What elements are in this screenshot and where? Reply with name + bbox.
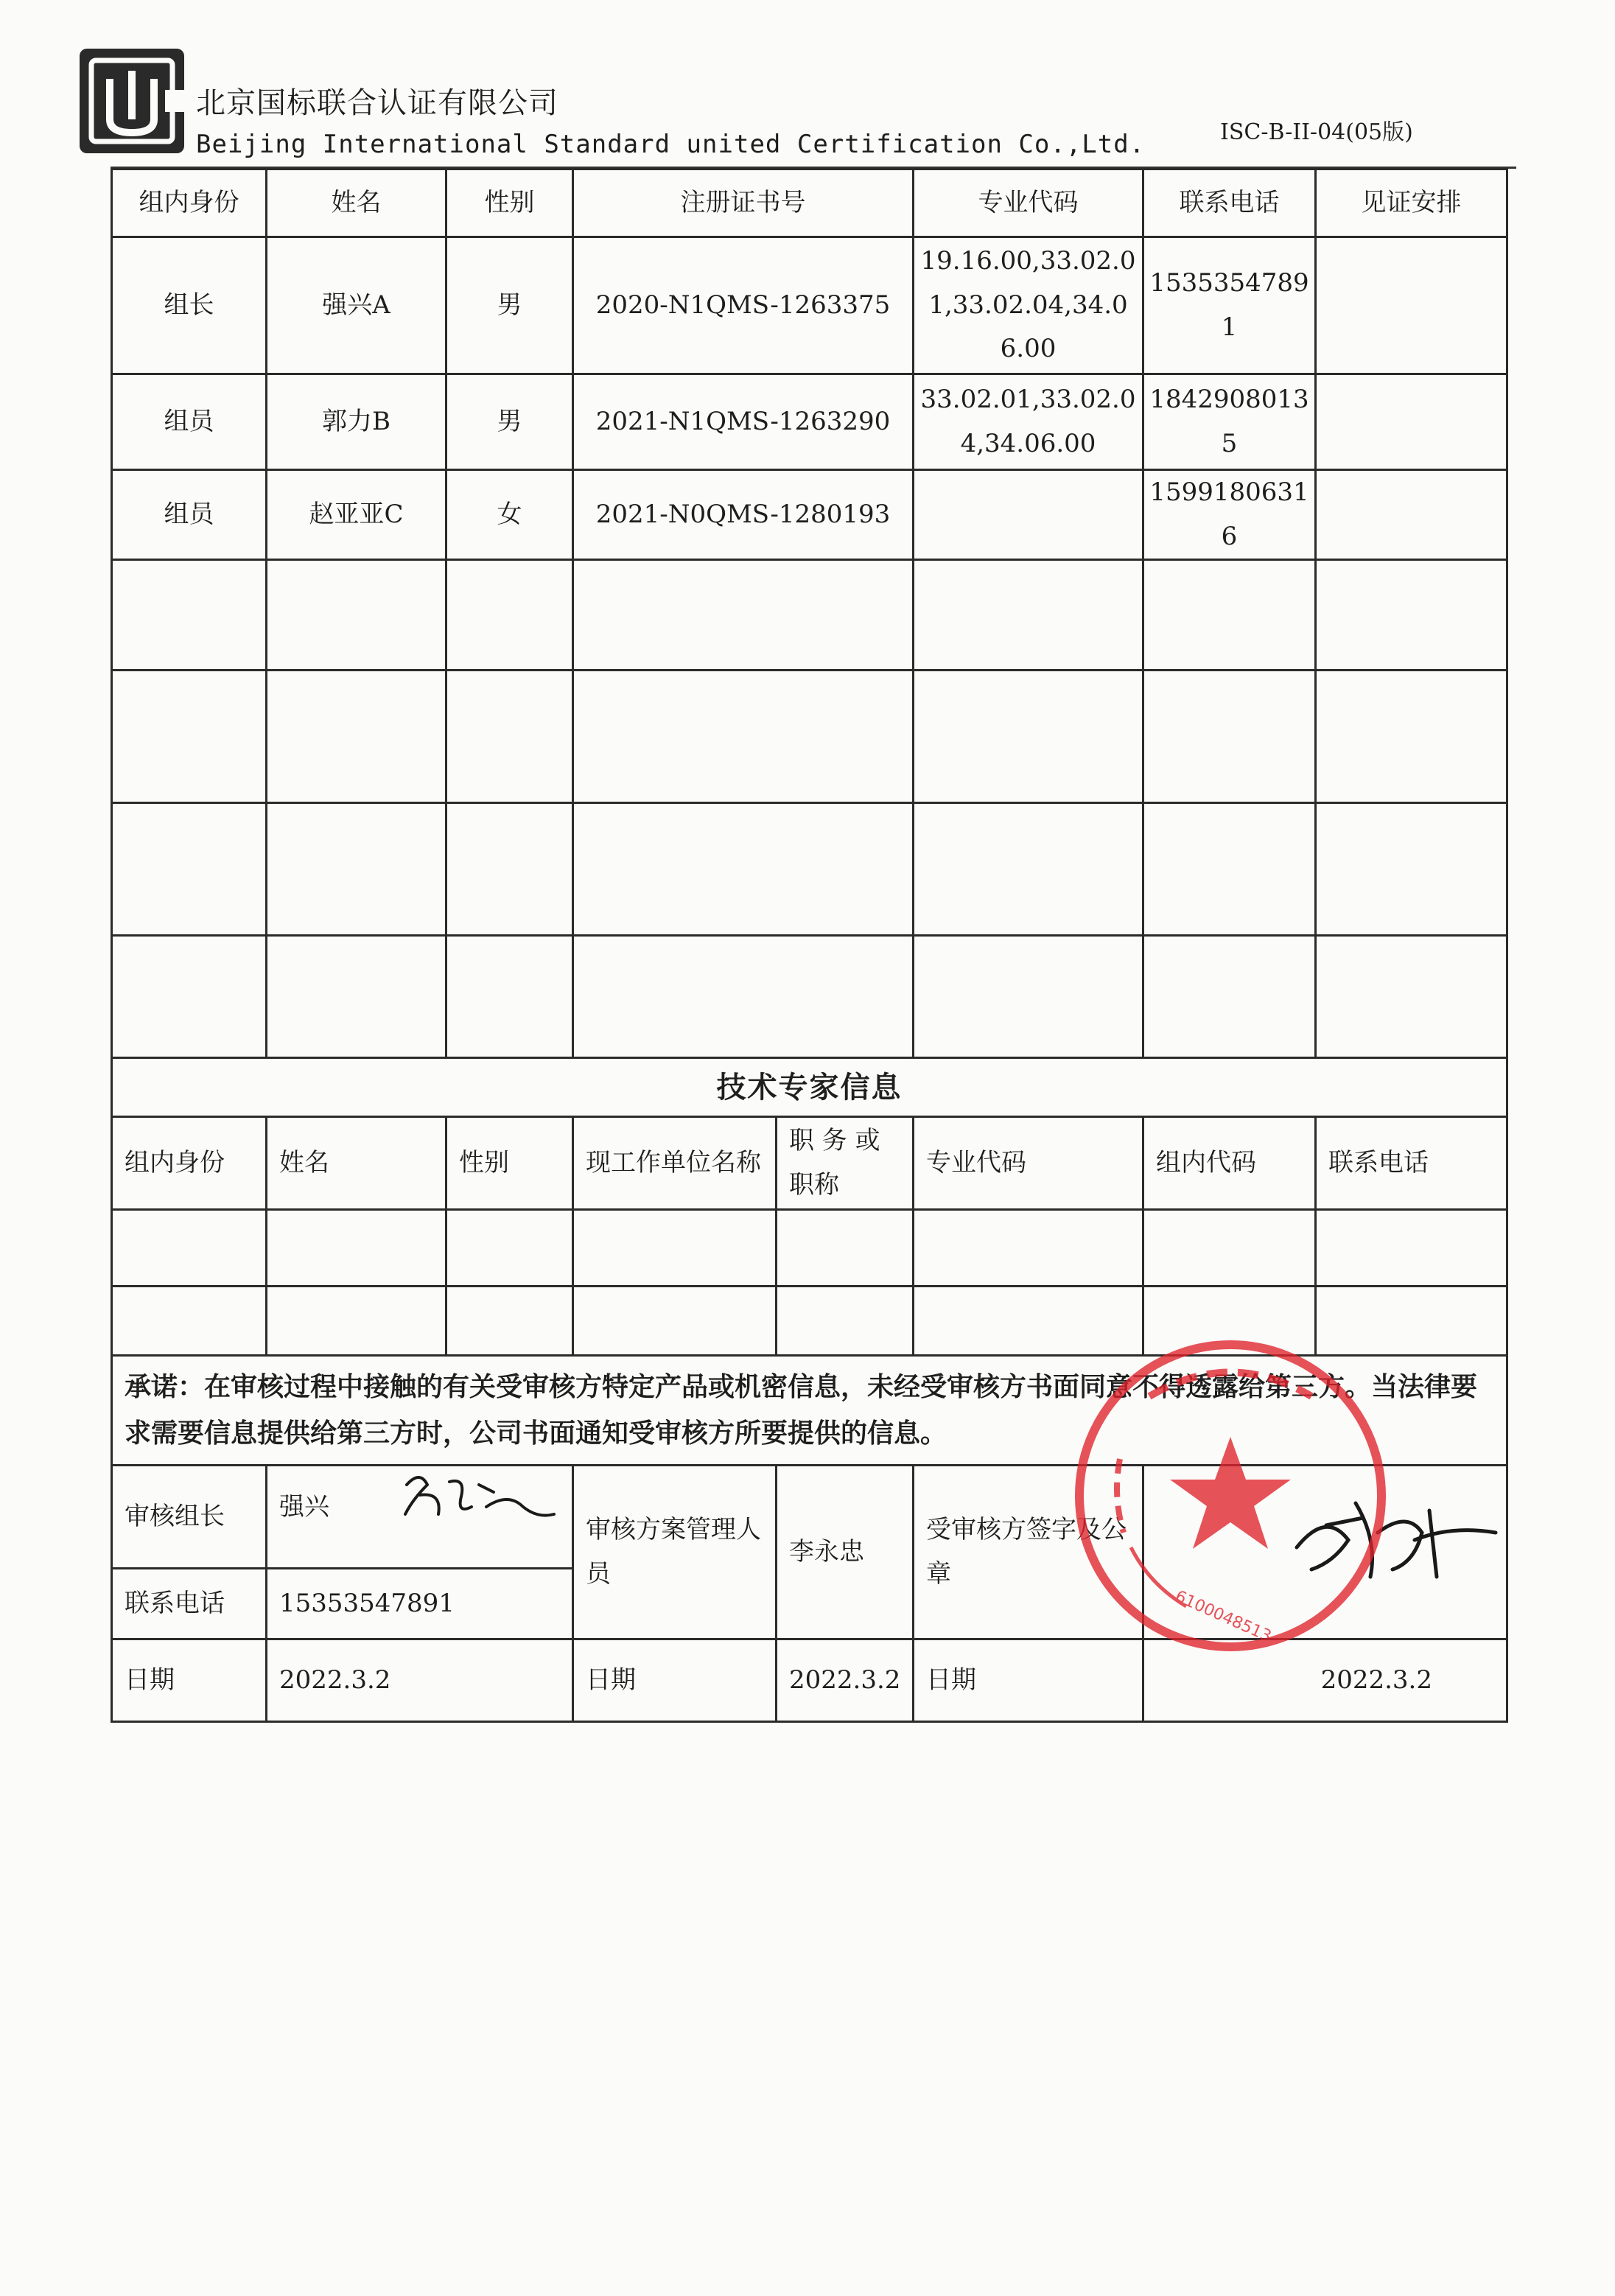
header-cell: 性别 bbox=[446, 169, 573, 237]
role-cell: 组长 bbox=[112, 237, 267, 374]
planner-label: 审核方案管理人员 bbox=[573, 1466, 777, 1639]
header-cell: 性别 bbox=[446, 1117, 573, 1210]
phone-cell: 15991806316 bbox=[1143, 470, 1316, 560]
date-label: 日期 bbox=[573, 1639, 777, 1722]
name-cell: 赵亚亚C bbox=[267, 470, 446, 560]
auditor-header-row bbox=[112, 169, 1507, 237]
expert-header-row bbox=[112, 1117, 1507, 1210]
role-cell: 组员 bbox=[112, 470, 267, 560]
leader-signature bbox=[398, 1463, 560, 1529]
seal-number: 6100048513 bbox=[1172, 1587, 1275, 1646]
company-seal bbox=[1061, 1326, 1400, 1665]
empty-row bbox=[112, 1210, 1507, 1287]
auditee-label: 受审核方签字及公章 bbox=[914, 1466, 1143, 1639]
name-cell: 强兴A bbox=[267, 237, 446, 374]
role-cell: 组员 bbox=[112, 374, 267, 470]
codes-cell: 19.16.00,33.02.01,33.02.04,34.06.00 bbox=[914, 237, 1143, 374]
auditor-row bbox=[112, 470, 1507, 560]
witness-cell bbox=[1316, 237, 1507, 374]
phone-label: 联系电话 bbox=[112, 1569, 267, 1639]
header-cell: 现工作单位名称 bbox=[573, 1117, 777, 1210]
company-logo bbox=[77, 46, 187, 164]
leader-phone: 15353547891 bbox=[267, 1569, 573, 1639]
date-label: 日期 bbox=[112, 1639, 267, 1722]
leader-label: 审核组长 bbox=[112, 1466, 267, 1569]
cert-cell: 2021-N0QMS-1280193 bbox=[573, 470, 914, 560]
gender-cell: 男 bbox=[446, 374, 573, 470]
auditee-date: 2022.3.2 bbox=[1143, 1639, 1507, 1722]
date-label: 日期 bbox=[914, 1639, 1143, 1722]
empty-row bbox=[112, 560, 1507, 671]
cert-cell: 2020-N1QMS-1263375 bbox=[573, 237, 914, 374]
header-cell: 专业代码 bbox=[914, 169, 1143, 237]
header-cell: 姓名 bbox=[267, 1117, 446, 1210]
document-code: ISC-B-II-04(05版) bbox=[1220, 119, 1413, 145]
leader-date: 2022.3.2 bbox=[267, 1639, 573, 1722]
gender-cell: 男 bbox=[446, 237, 573, 374]
header-cell: 联系电话 bbox=[1316, 1117, 1507, 1210]
planner-date: 2022.3.2 bbox=[777, 1639, 914, 1722]
planner-name: 李永忠 bbox=[777, 1466, 914, 1639]
auditor-row bbox=[112, 374, 1507, 470]
gender-cell: 女 bbox=[446, 470, 573, 560]
header-cell: 姓名 bbox=[267, 169, 446, 237]
empty-row bbox=[112, 936, 1507, 1058]
empty-row bbox=[112, 803, 1507, 936]
header-cell: 组内身份 bbox=[112, 1117, 267, 1210]
phone-cell: 15353547891 bbox=[1143, 237, 1316, 374]
auditor-row bbox=[112, 237, 1507, 374]
header-cell: 组内代码 bbox=[1143, 1117, 1316, 1210]
cert-cell: 2021-N1QMS-1263290 bbox=[573, 374, 914, 470]
expert-section-title: 技术专家信息 bbox=[112, 1058, 1507, 1117]
phone-cell: 18429080135 bbox=[1143, 374, 1316, 470]
leader-name: 强兴 bbox=[267, 1466, 573, 1569]
header-cell: 见证安排 bbox=[1316, 169, 1507, 237]
witness-cell bbox=[1316, 470, 1507, 560]
name-cell: 郭力B bbox=[267, 374, 446, 470]
company-name-en: Beijing International Standard united Certification Co.,Ltd. bbox=[196, 130, 1146, 159]
empty-row bbox=[112, 671, 1507, 803]
codes-cell: 33.02.01,33.02.04,34.06.00 bbox=[914, 374, 1143, 470]
confidentiality-pledge: 承诺：在审核过程中接触的有关受审核方特定产品或机密信息，未经受审核方书面同意不得透露给第三方。当法律要求需要信息提供给第三方时，公司书面通知受审核方所要提供的信息。 bbox=[112, 1356, 1507, 1466]
witness-cell bbox=[1316, 374, 1507, 470]
codes-cell bbox=[914, 470, 1143, 560]
header-cell: 联系电话 bbox=[1143, 169, 1316, 237]
expert-title-row bbox=[112, 1058, 1507, 1117]
header-cell: 组内身份 bbox=[112, 169, 267, 237]
header-cell: 注册证书号 bbox=[573, 169, 914, 237]
company-name-cn: 北京国标联合认证有限公司 bbox=[196, 86, 558, 120]
header-cell: 职 务 或 职称 bbox=[777, 1117, 914, 1210]
header-cell: 专业代码 bbox=[914, 1117, 1143, 1210]
